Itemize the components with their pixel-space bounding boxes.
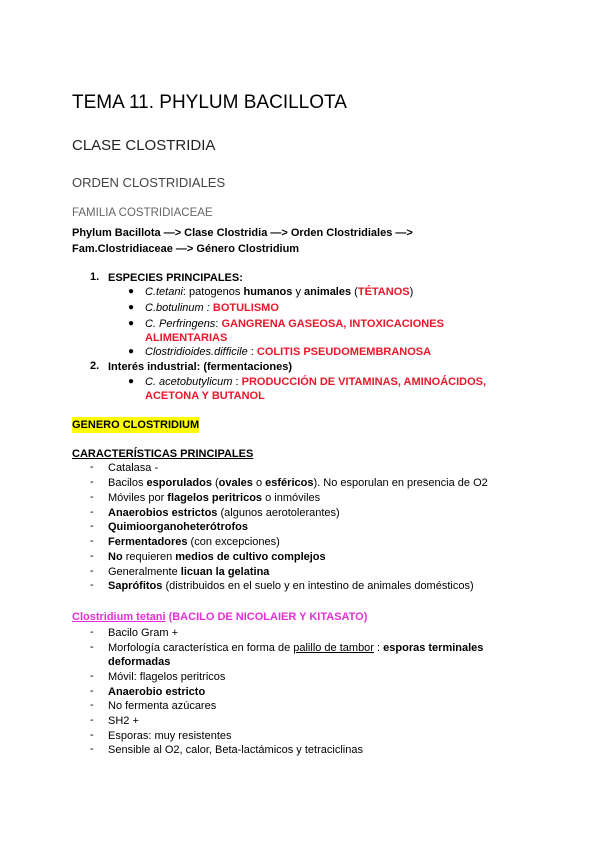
dash-icon: - [90,685,94,697]
species-acetobutylicum: C. acetobutylicum : PRODUCCIÓN DE VITAMINAS, AMINOÁCIDOS, [145,376,487,388]
page-title: TEMA 11. PHYLUM BACILLOTA [72,92,347,113]
species-perfringens: C. Perfringens: GANGRENA GASEOSA, INTOXICACIONES [145,318,444,330]
tetani-azucares: No fermenta azúcares [108,700,217,712]
tetani-heading: Clostridium tetani (BACILO DE NICOLAIER Y KITASATO) [72,611,368,623]
family-heading: FAMILIA COSTRIDIACEAE [72,207,213,219]
char-bacilos: Bacilos esporulados (ovales o esféricos). No esporulan en presencia de O2 [108,477,488,489]
taxonomy-path: Phylum Bacillota —> Clase Clostridia —> Orden Clostridiales —> Fam.Clostridiaceae —> Género Clostridium [72,227,413,255]
dash-icon: - [90,641,94,653]
species-tetani: C.tetani: patogenos humanos y animales (TÉTANOS) [145,286,414,298]
species-acetobutylicum-cont: ACETONA Y BUTANOL [145,390,265,402]
dash-icon: - [90,565,94,577]
bullet-icon: ● [128,376,135,387]
tetani-esporas: Esporas: muy resistentes [108,730,232,742]
dash-icon: - [90,670,94,682]
dash-icon: - [90,461,94,473]
char-catalasa: Catalasa - [108,462,159,474]
tetani-sh2: SH2 + [108,715,139,727]
bullet-icon: ● [128,346,135,357]
list-item-industrial-label: Interés industrial: (fermentaciones) [108,361,292,373]
tetani-anaerobio: Anaerobio estricto [108,686,206,698]
tetani-link[interactable]: Clostridium tetani [72,611,166,623]
species-perfringens-cont: ALIMENTARIAS [145,332,228,344]
dash-icon: - [90,699,94,711]
char-saprofitos: Saprófitos (distribuidos en el suelo y en intestino de animales domésticos) [108,580,474,592]
dash-icon: - [90,579,94,591]
dash-icon: - [90,729,94,741]
species-botulinum: C.botulinum : BOTULISMO [145,302,279,314]
order-heading: ORDEN CLOSTRIDIALES [72,175,226,190]
char-medios: No requieren medios de cultivo complejos [108,551,326,563]
char-moviles: Móviles por flagelos peritricos o inmóviles [108,492,321,504]
bullet-icon: ● [128,286,135,297]
dash-icon: - [90,535,94,547]
dash-icon: - [90,714,94,726]
dash-icon: - [90,491,94,503]
species-difficile: Clostridioides.difficile : COLITIS PSEUDOMEMBRANOSA [145,346,432,358]
char-fermentadores: Fermentadores (con excepciones) [108,536,280,548]
tetani-movil: Móvil: flagelos peritricos [108,671,226,683]
list-item-species-label: ESPECIES PRINCIPALES: [108,272,243,284]
char-anaerobios: Anaerobios estrictos (algunos aerotolerantes) [108,507,340,519]
tetani-morfologia-cont: deformadas [108,656,171,668]
dash-icon: - [90,743,94,755]
class-heading: CLASE CLOSTRIDIA [72,137,216,154]
list-number-2: 2. [90,360,100,372]
dash-icon: - [90,476,94,488]
dash-icon: - [90,550,94,562]
list-number-1: 1. [90,271,100,283]
dash-icon: - [90,520,94,532]
dash-icon: - [90,626,94,638]
tetani-sensible: Sensible al O2, calor, Beta-lactámicos y tetraciclinas [108,744,363,756]
dash-icon: - [90,506,94,518]
tetani-morfologia: Morfología característica en forma de palillo de tambor : esporas terminales [108,642,484,654]
characteristics-heading: CARACTERÍSTICAS PRINCIPALES [72,448,254,460]
genus-heading: GENERO CLOSTRIDIUM [72,419,200,431]
tetani-gram: Bacilo Gram + [108,627,178,639]
bullet-icon: ● [128,318,135,329]
char-quimio: Quimioorganoheterótrofos [108,521,248,533]
bullet-icon: ● [128,302,135,313]
char-gelatina: Generalmente licuan la gelatina [108,566,270,578]
